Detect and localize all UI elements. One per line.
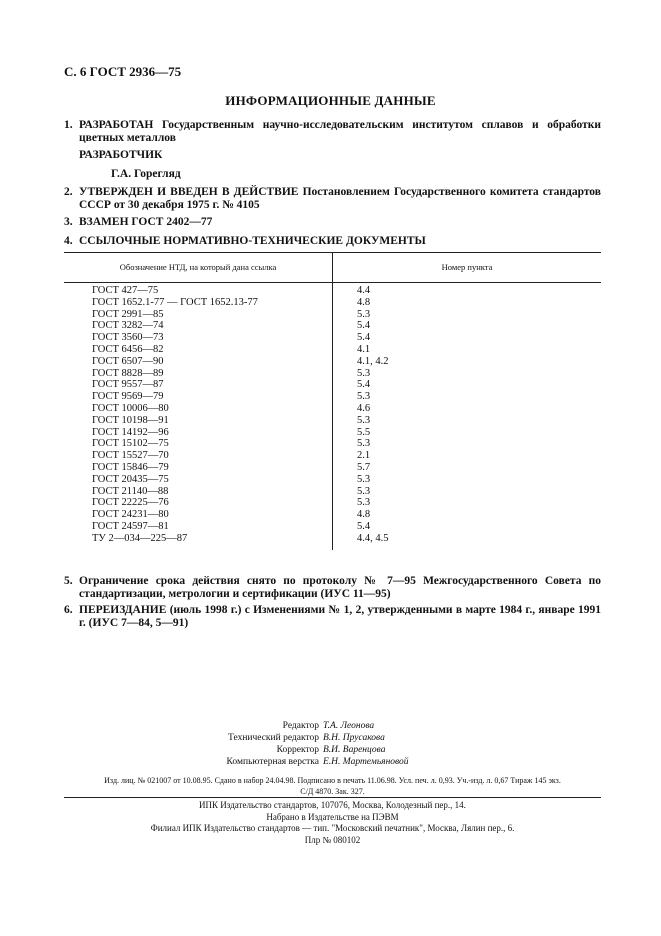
table-cell-clause: 4.8 xyxy=(357,509,371,521)
table-cell-document: ГОСТ 15527—70 xyxy=(92,450,169,462)
table-cell-clause: 2.1 xyxy=(357,450,371,462)
publisher-line: Филиал ИПК Издательство стандартов — тип. "Московский печатник", Москва, Лялин пер., 6. xyxy=(150,823,515,833)
credit-name: В.И. Варенцова xyxy=(323,745,386,755)
table-cell-clause: 5.3 xyxy=(357,473,371,485)
table-cell-document: ГОСТ 15102—75 xyxy=(92,438,169,450)
item-number: 6. xyxy=(64,604,73,616)
table-cell-clause: 5.4 xyxy=(357,332,371,344)
table-cell-clause: 5.4 xyxy=(357,520,371,532)
table-cell-clause: 5.7 xyxy=(357,461,371,473)
credit-role: Редактор xyxy=(282,721,319,731)
table-row xyxy=(92,379,572,391)
table-body xyxy=(92,285,572,545)
table-cell-document: ГОСТ 3560—73 xyxy=(92,332,164,344)
item-text: УТВЕРЖДЕН И ВВЕДЕН В ДЕЙСТВИЕ Постановлением Государственного комитета стандартов СССР от 30 декабря 1975 г. № 4105 xyxy=(79,186,601,211)
reference-table xyxy=(64,252,601,550)
item-text: Ограничение срока действия снято по протоколу № 7—95 Межгосударственного Совета по стандартизации, метрологии и сертификации (ИУС 11—95) xyxy=(79,575,601,600)
table-cell-clause: 4.4, 4.5 xyxy=(357,532,389,544)
table-cell-clause: 5.3 xyxy=(357,308,371,320)
table-cell-clause: 4.1, 4.2 xyxy=(357,355,389,367)
info-item-4 xyxy=(64,235,601,248)
credit-role: Технический редактор xyxy=(228,733,319,743)
table-row xyxy=(92,297,572,309)
table-row xyxy=(92,403,572,415)
credit-name: Т.А. Леонова xyxy=(323,721,375,731)
table-row xyxy=(92,285,572,297)
table-cell-document: ГОСТ 2991—85 xyxy=(92,308,164,320)
info-item-2 xyxy=(64,186,601,212)
table-cell-clause: 4.1 xyxy=(357,343,371,355)
table-cell-document: ГОСТ 1652.1-77 — ГОСТ 1652.13-77 xyxy=(92,296,258,308)
table-cell-clause: 5.3 xyxy=(357,414,371,426)
item-number: 2. xyxy=(64,186,73,198)
table-row xyxy=(92,533,572,545)
item-number: 4. xyxy=(64,235,73,247)
publisher-line: ИПК Издательство стандартов, 107076, Москва, Колодезный пер., 14. xyxy=(199,800,466,810)
table-cell-document: ГОСТ 9569—79 xyxy=(92,391,164,403)
page-header: С. 6 ГОСТ 2936—75 xyxy=(64,64,182,79)
table-row xyxy=(92,486,572,498)
table-cell-clause: 5.4 xyxy=(357,320,371,332)
info-item-5 xyxy=(64,575,601,601)
table-cell-document: ГОСТ 427—75 xyxy=(92,285,159,296)
publisher-line: Набрано в Издательстве на ПЭВМ xyxy=(266,811,399,822)
credits-block xyxy=(0,720,661,768)
table-row xyxy=(92,450,572,462)
credit-name: В.Н. Прусакова xyxy=(323,733,385,743)
table-row xyxy=(92,509,572,521)
table-row xyxy=(92,497,572,509)
table-header-document: Обозначение НТД, на который дана ссылка xyxy=(119,262,277,272)
info-item-1 xyxy=(64,119,601,145)
table-cell-document: ГОСТ 8828—89 xyxy=(92,367,164,379)
item-number: 5. xyxy=(64,575,73,587)
table-row xyxy=(92,332,572,344)
item-text: ПЕРЕИЗДАНИЕ (июль 1998 г.) с Изменениями № 1, 2, утвержденными в марте 1984 г., январе 1991 г. (ИУС 7—84, 5—91) xyxy=(79,604,601,629)
table-cell-document: ГОСТ 20435—75 xyxy=(92,473,169,485)
table-cell-document: ГОСТ 10006—80 xyxy=(92,402,169,414)
table-cell-document: ГОСТ 15846—79 xyxy=(92,461,169,473)
table-header-clause: Номер пункта xyxy=(441,262,493,272)
item-text: РАЗРАБОТАН Государственным научно-исследовательским институтом сплавов и обработки цветных металлов xyxy=(79,119,601,144)
table-cell-document: ГОСТ 22225—76 xyxy=(92,497,169,509)
info-item-6 xyxy=(64,604,601,630)
item-number: 3. xyxy=(64,216,73,228)
table-cell-document: ГОСТ 9557—87 xyxy=(92,379,164,391)
table-row xyxy=(92,356,572,368)
credit-name: Е.Н. Мартемьяновой xyxy=(323,757,409,767)
credit-row xyxy=(0,744,661,756)
table-cell-clause: 4.8 xyxy=(357,296,371,308)
table-cell-document: ГОСТ 24597—81 xyxy=(92,520,169,532)
table-row xyxy=(92,427,572,439)
table-cell-document: ТУ 2—034—225—87 xyxy=(92,532,188,544)
credit-row xyxy=(0,756,661,768)
credit-role: Корректор xyxy=(276,745,319,755)
table-row xyxy=(92,368,572,380)
table-row xyxy=(92,320,572,332)
table-cell-clause: 5.3 xyxy=(357,438,371,450)
table-row xyxy=(92,391,572,403)
credit-role: Компьютерная верстка xyxy=(226,757,319,767)
table-cell-document: ГОСТ 10198—91 xyxy=(92,414,169,426)
table-cell-document: ГОСТ 6507—90 xyxy=(92,355,164,367)
info-item-3 xyxy=(64,216,601,229)
imprint-details xyxy=(64,775,601,797)
developer-name: Г.А. Горегляд xyxy=(111,168,181,180)
table-cell-clause: 5.3 xyxy=(357,485,371,497)
credit-row xyxy=(0,720,661,732)
table-row xyxy=(92,438,572,450)
item-number: 1. xyxy=(64,119,73,131)
imprint-line: С/Д 4870. Зак. 327. xyxy=(300,787,365,796)
table-cell-clause: 4.4 xyxy=(357,285,371,296)
publisher-info xyxy=(64,797,601,846)
table-cell-document: ГОСТ 3282—74 xyxy=(92,320,164,332)
table-cell-clause: 5.4 xyxy=(357,379,371,391)
table-cell-document: ГОСТ 24231—80 xyxy=(92,509,169,521)
item-text: ВЗАМЕН ГОСТ 2402—77 xyxy=(79,216,213,228)
imprint-line: Изд. лиц. № 021007 от 10.08.95. Сдано в набор 24.04.98. Подписано в печать 11.06.98. Усл. печ. л. 0,93. Уч.-изд. л. 0,67 Тираж 145 экз. xyxy=(104,776,561,785)
publisher-line: Плр № 080102 xyxy=(304,834,361,845)
table-cell-document: ГОСТ 14192—96 xyxy=(92,426,169,438)
table-cell-clause: 5.3 xyxy=(357,367,371,379)
table-row xyxy=(92,344,572,356)
table-cell-clause: 5.3 xyxy=(357,497,371,509)
credit-row xyxy=(0,732,661,744)
section-title: ИНФОРМАЦИОННЫЕ ДАННЫЕ xyxy=(225,93,436,108)
table-cell-clause: 4.6 xyxy=(357,402,371,414)
table-row xyxy=(92,521,572,533)
developer-label: РАЗРАБОТЧИК xyxy=(79,149,163,161)
table-row xyxy=(92,462,572,474)
item-text: ССЫЛОЧНЫЕ НОРМАТИВНО-ТЕХНИЧЕСКИЕ ДОКУМЕНТЫ xyxy=(79,235,426,247)
table-cell-clause: 5.3 xyxy=(357,391,371,403)
table-row xyxy=(92,309,572,321)
table-cell-document: ГОСТ 21140—88 xyxy=(92,485,169,497)
table-cell-clause: 5.5 xyxy=(357,426,371,438)
table-row xyxy=(92,415,572,427)
table-cell-document: ГОСТ 6456—82 xyxy=(92,343,164,355)
table-row xyxy=(92,474,572,486)
